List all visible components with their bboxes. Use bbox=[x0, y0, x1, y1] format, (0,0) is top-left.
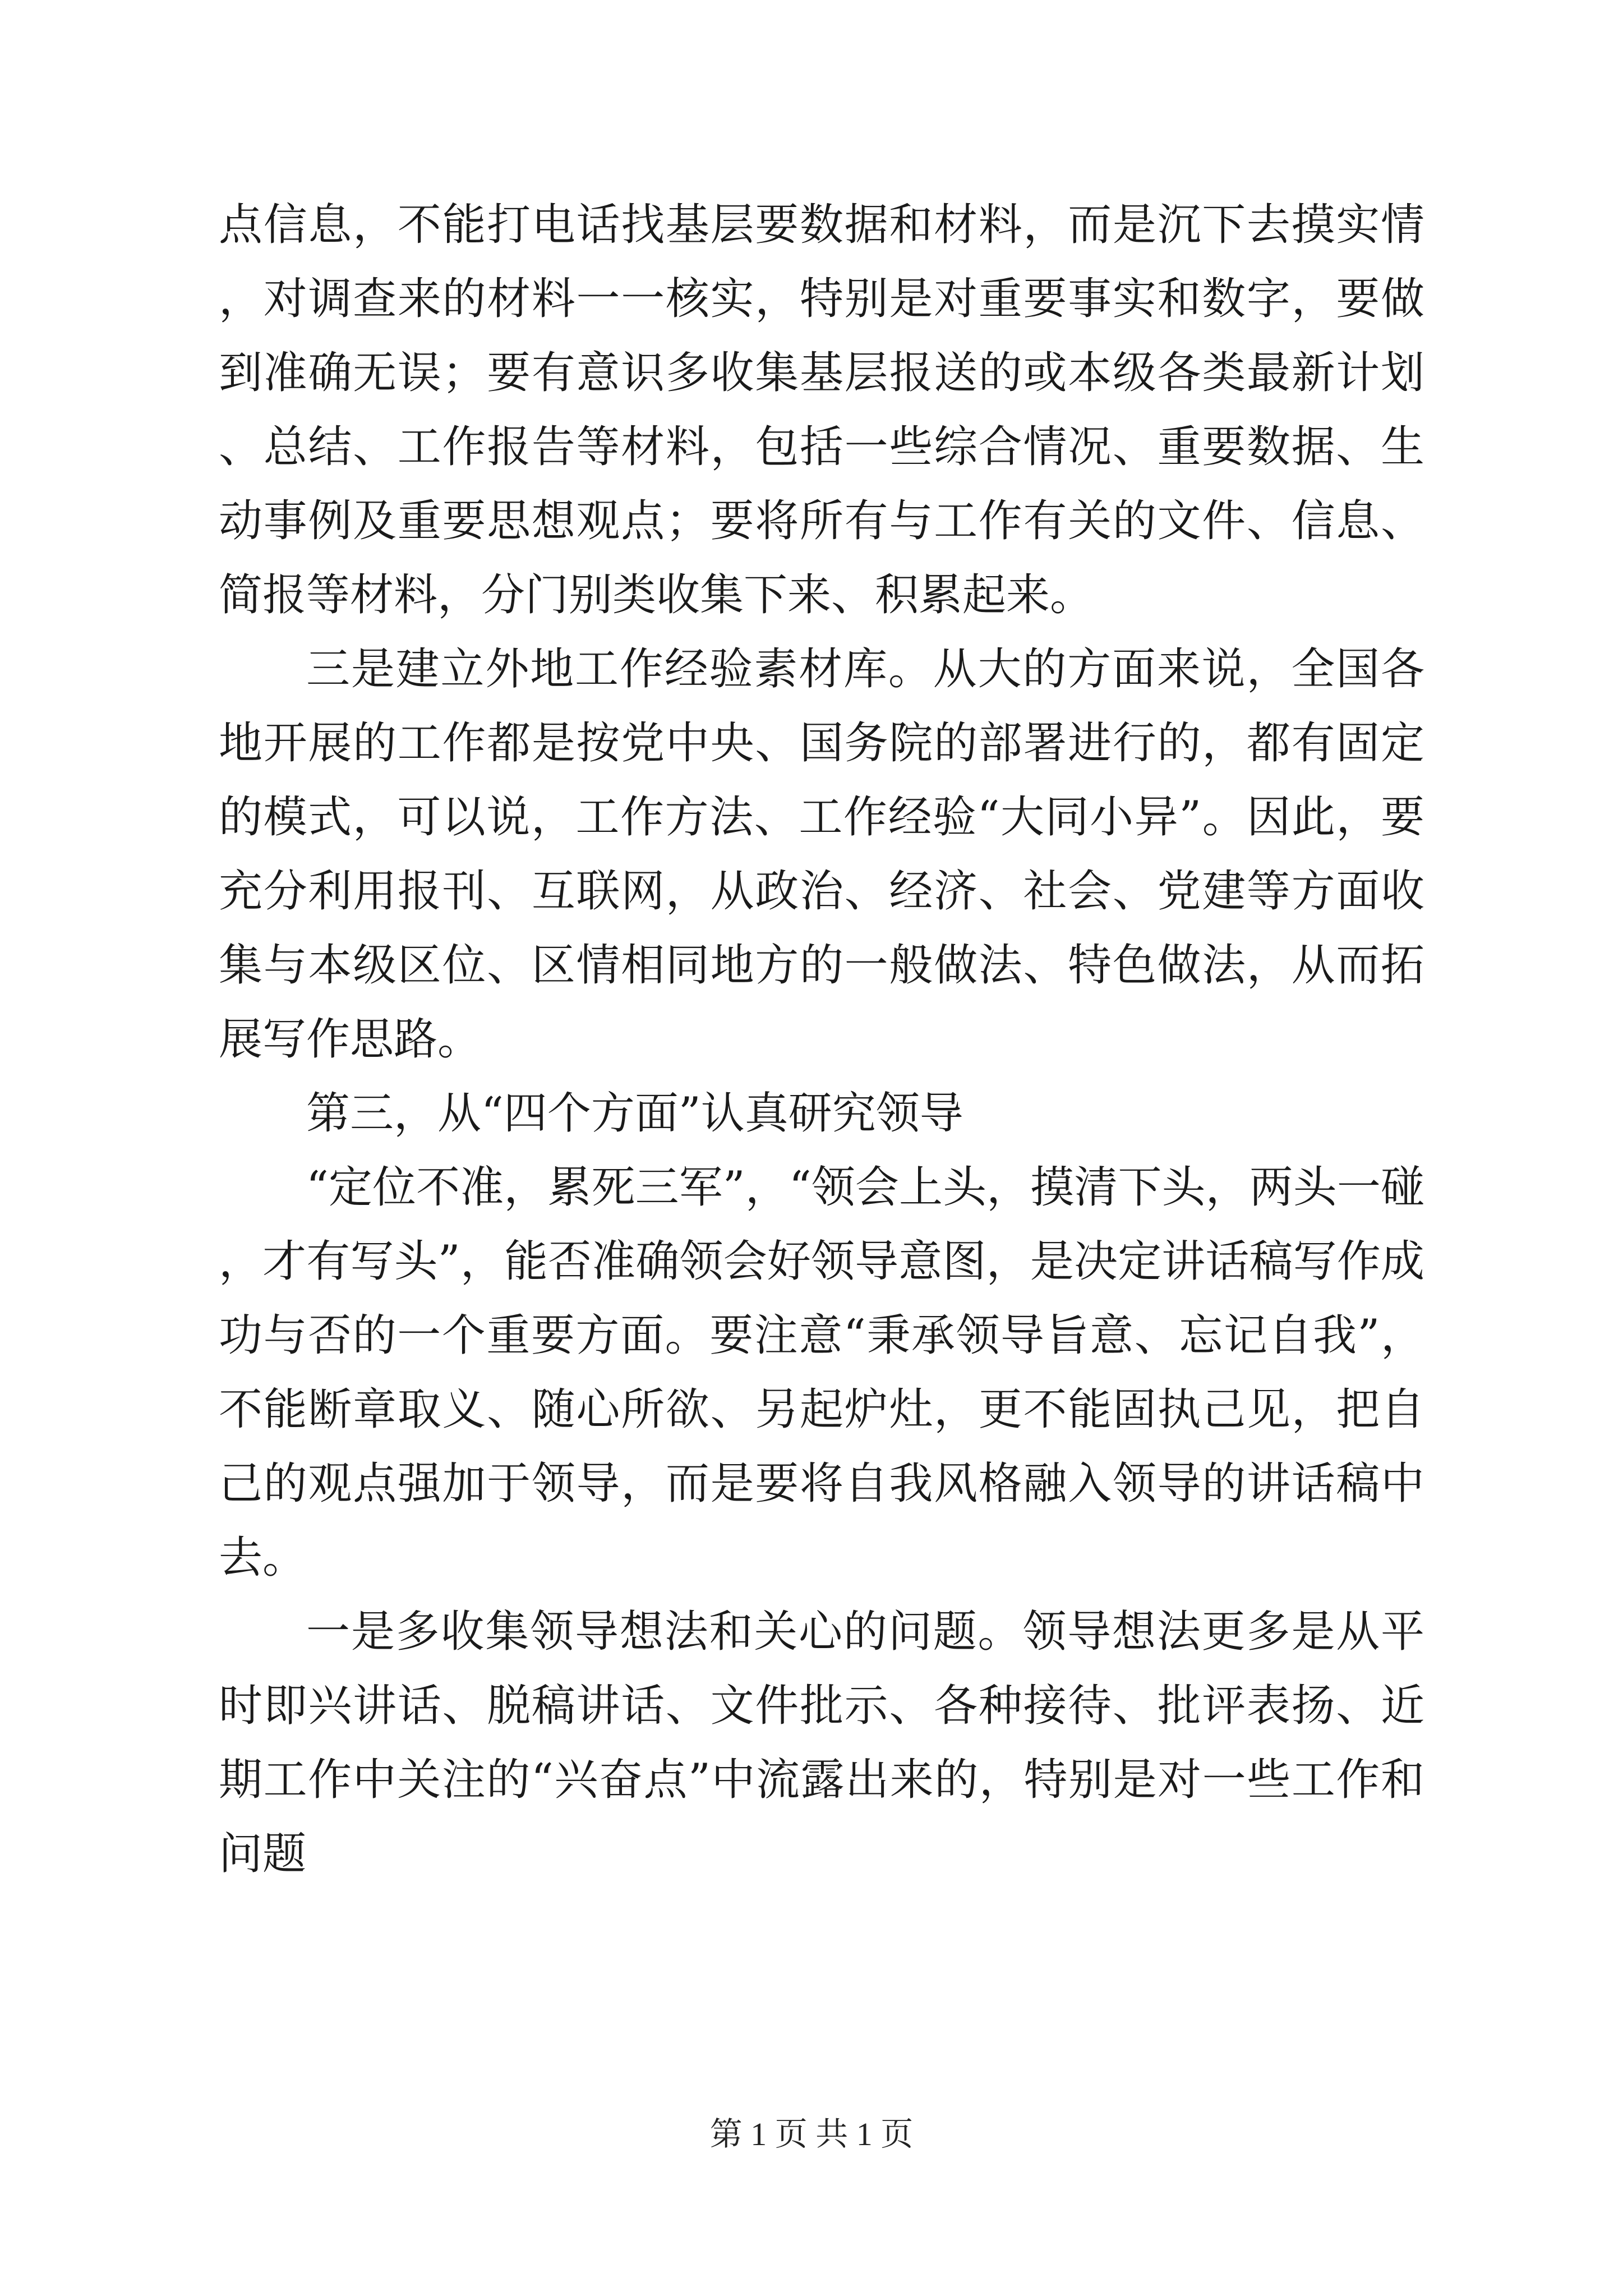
paragraph-continued: 点信息，不能打电话找基层要数据和材料，而是沉下去摸实情，对调查来的材料一一核实，特别是对重要事实和数字，要做到准确无误；要有意识多收集基层报送的或本级各类最新计划、总结、工作报告等材料，包括一些综合情况、重要数据、生动事例及重要思想观点；要将所有与工作有关的文件、信息、简报等材料，分门别类收集下来、积累起来。 bbox=[219, 200, 1424, 620]
section-heading: 第三，从“四个方面”认真研究领导 bbox=[306, 1088, 963, 1139]
paragraph-external-experience: 三是建立外地工作经验素材库。从大的方面来说，全国各地开展的工作都是按党中央、国务院的部署进行的，都有固定的模式，可以说，工作方法、工作经验“大同小异”。因此，要充分利用报刊、互联网，从政治、经济、社会、党建等方面收集与本级区位、区情相同地方的一般做法、特色做法，从而拓展写作思路。 bbox=[219, 644, 1424, 1065]
page-footer: 第 1 页 共 1 页 bbox=[709, 2116, 914, 2152]
paragraph-collect-leader-ideas: 一是多收集领导想法和关心的问题。领导想法更多是从平时即兴讲话、脱稿讲话、文件批示、各种接待、批评表扬、近期工作中关注的“兴奋点”中流露出来的，特别是对一些工作和问题 bbox=[219, 1607, 1424, 1879]
paragraph-leader-intent: “定位不准，累死三军”，“领会上头，摸清下头，两头一碰，才有写头”，能否准确领会好领导意图，是决定讲话稿写作成功与否的一个重要方面。要注意“秉承领导旨意、忘记自我”，不能断章取义、随心所欲、另起炉灶，更不能固执己见，把自己的观点强加于领导，而是要将自我风格融入领导的讲话稿中去。 bbox=[219, 1162, 1424, 1583]
document-body bbox=[219, 188, 1424, 1891]
